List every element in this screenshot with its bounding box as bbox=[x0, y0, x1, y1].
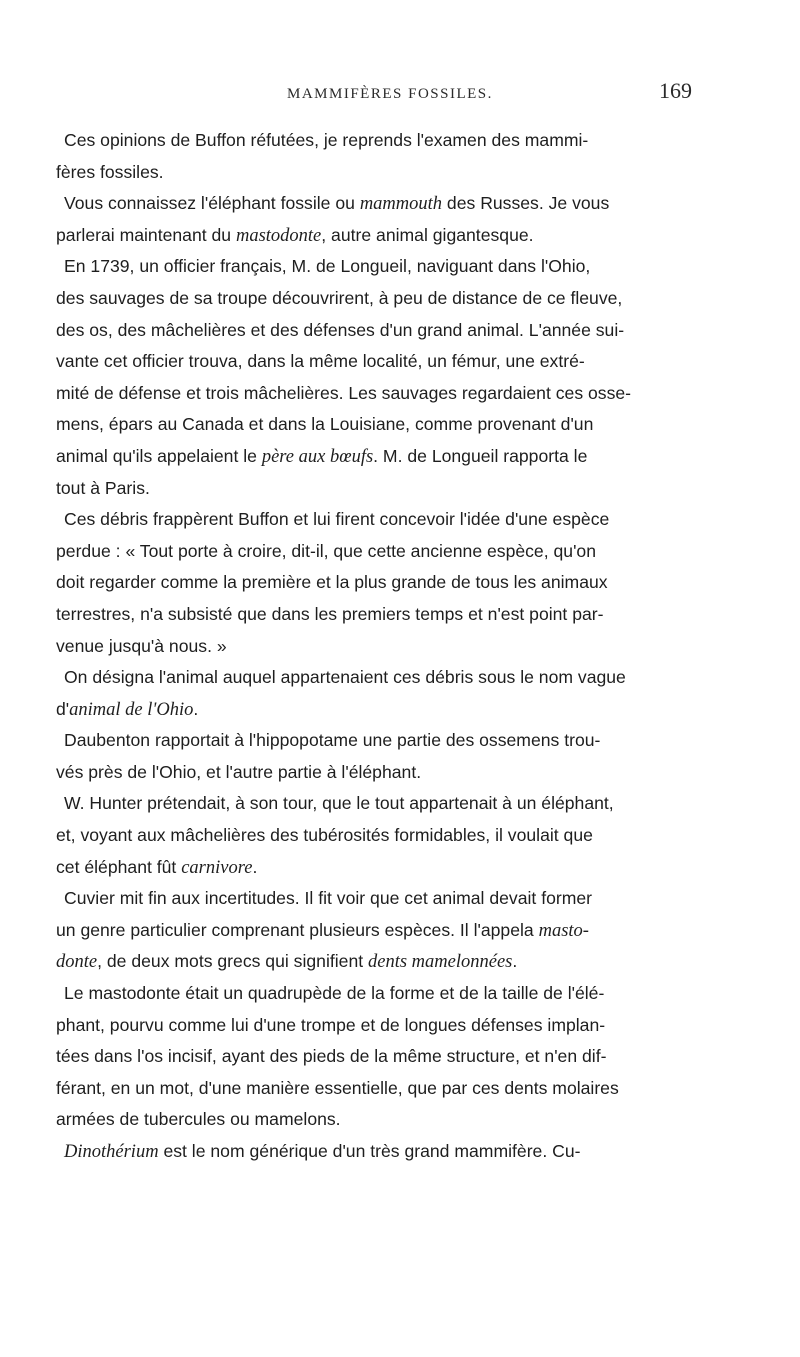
text-line bbox=[56, 157, 716, 189]
text-line bbox=[56, 220, 716, 252]
text-line bbox=[56, 346, 716, 378]
italic-term: mammouth bbox=[359, 194, 443, 215]
text-segment: mens, épars au Canada et dans la Louisiane, comme provenant d'un bbox=[56, 414, 594, 435]
italic-term: Dinothérium bbox=[64, 1142, 159, 1162]
italic-term: carnivore bbox=[181, 857, 253, 878]
text-segment: est le nom générique d'un très grand mammifère. Cu- bbox=[158, 1141, 581, 1161]
text-segment: des sauvages de sa troupe découvrirent, à peu de distance de ce fleuve, bbox=[56, 287, 623, 308]
text-line bbox=[56, 251, 716, 283]
text-line bbox=[56, 725, 716, 757]
text-segment: parlerai maintenant du bbox=[56, 224, 236, 245]
text-segment: cet éléphant fût bbox=[56, 856, 182, 877]
text-segment: d' bbox=[56, 698, 70, 719]
text-line bbox=[56, 1104, 716, 1136]
text-line bbox=[56, 978, 716, 1010]
text-segment: , de deux mots grecs qui signifient bbox=[97, 951, 368, 972]
text-line bbox=[56, 788, 716, 820]
text-line bbox=[56, 378, 716, 410]
text-line bbox=[56, 536, 716, 568]
text-line bbox=[56, 599, 716, 631]
text-line bbox=[56, 567, 716, 599]
text-segment: , autre animal gigantesque. bbox=[321, 224, 534, 245]
text-line bbox=[56, 1136, 716, 1168]
text-segment: phant, pourvu comme lui d'une trompe et de longues défenses implan- bbox=[56, 1014, 606, 1035]
text-segment: . M. de Longueil rapporta le bbox=[373, 445, 588, 466]
text-line bbox=[56, 662, 716, 694]
body-text bbox=[56, 125, 716, 1168]
text-line bbox=[56, 283, 716, 315]
text-line bbox=[56, 504, 716, 536]
text-segment: Daubenton rapportait à l'hippopotame une partie des ossemens trou- bbox=[64, 730, 601, 751]
text-segment: des os, des mâchelières et des défenses d'un grand animal. L'année sui- bbox=[56, 319, 625, 340]
text-line bbox=[56, 694, 716, 726]
text-segment: un genre particulier comprenant plusieurs espèces. Il l'appela bbox=[56, 919, 539, 940]
text-line bbox=[56, 441, 716, 473]
running-title: MAMMIFÈRES FOSSILES. bbox=[287, 86, 493, 102]
italic-term: donte bbox=[56, 952, 98, 973]
text-segment: vante cet officier trouva, dans la même localité, un fémur, une extré- bbox=[56, 351, 585, 372]
text-line bbox=[56, 315, 716, 347]
italic-term: mastodonte bbox=[235, 225, 322, 246]
italic-term: père aux bœufs bbox=[261, 446, 374, 467]
text-line bbox=[56, 820, 716, 852]
text-segment: Ces opinions de Buffon réfutées, je reprends l'examen des mammi- bbox=[64, 130, 589, 150]
text-segment: mité de défense et trois mâchelières. Les sauvages regardaient ces osse- bbox=[56, 382, 632, 403]
text-segment: Ces débris frappèrent Buffon et lui firent concevoir l'idée d'une espèce bbox=[64, 509, 610, 530]
text-line bbox=[56, 757, 716, 789]
text-segment: des Russes. Je vous bbox=[442, 193, 610, 214]
text-segment: animal qu'ils appelaient le bbox=[56, 445, 262, 466]
text-segment: férant, en un mot, d'une manière essentielle, que par ces dents molaires bbox=[56, 1077, 619, 1098]
text-segment: fères fossiles. bbox=[56, 161, 164, 182]
text-segment: On désigna l'animal auquel appartenaient ces débris sous le nom vague bbox=[64, 667, 626, 688]
text-segment: . bbox=[512, 951, 518, 972]
text-segment: terrestres, n'a subsisté que dans les premiers temps et n'est point par- bbox=[56, 603, 604, 624]
text-segment: perdue : « Tout porte à croire, dit-il, que cette ancienne espèce, qu'on bbox=[56, 540, 596, 561]
text-line bbox=[56, 188, 716, 220]
italic-term: dents mamelonnées bbox=[368, 952, 513, 973]
italic-term: masto- bbox=[538, 920, 589, 941]
text-line bbox=[56, 125, 716, 157]
text-line bbox=[56, 852, 716, 884]
text-segment: Le mastodonte était un quadrupède de la forme et de la taille de l'élé- bbox=[64, 983, 605, 1004]
text-segment: . bbox=[252, 856, 258, 877]
text-line bbox=[56, 1073, 716, 1105]
text-segment: vés près de l'Ohio, et l'autre partie à l'éléphant. bbox=[56, 761, 422, 782]
text-segment: tout à Paris. bbox=[56, 477, 150, 498]
text-segment: et, voyant aux mâchelières des tubérosités formidables, il voulait que bbox=[56, 825, 593, 846]
text-segment: doit regarder comme la première et la plus grande de tous les animaux bbox=[56, 572, 608, 593]
text-segment: Vous connaissez l'éléphant fossile ou bbox=[64, 193, 360, 214]
page-number: 169 bbox=[659, 78, 692, 103]
text-line bbox=[56, 946, 716, 978]
text-segment: armées de tubercules ou mamelons. bbox=[56, 1109, 341, 1130]
text-segment: Cuvier mit fin aux incertitudes. Il fit voir que cet animal devait former bbox=[64, 888, 593, 909]
text-line bbox=[56, 1010, 716, 1042]
text-line bbox=[56, 1041, 716, 1073]
text-segment: venue jusqu'à nous. » bbox=[56, 635, 227, 656]
text-segment: En 1739, un officier français, M. de Longueil, naviguant dans l'Ohio, bbox=[64, 256, 591, 277]
text-segment: tées dans l'os incisif, ayant des pieds de la même structure, et n'en dif- bbox=[56, 1046, 607, 1067]
italic-term: animal de l'Ohio bbox=[69, 699, 194, 720]
text-segment: W. Hunter prétendait, à son tour, que le tout appartenait à un éléphant, bbox=[64, 793, 614, 814]
text-line bbox=[56, 473, 716, 505]
text-line bbox=[56, 883, 716, 915]
text-line bbox=[56, 409, 716, 441]
text-line bbox=[56, 915, 716, 947]
text-segment: . bbox=[193, 698, 199, 719]
text-line bbox=[56, 631, 716, 663]
